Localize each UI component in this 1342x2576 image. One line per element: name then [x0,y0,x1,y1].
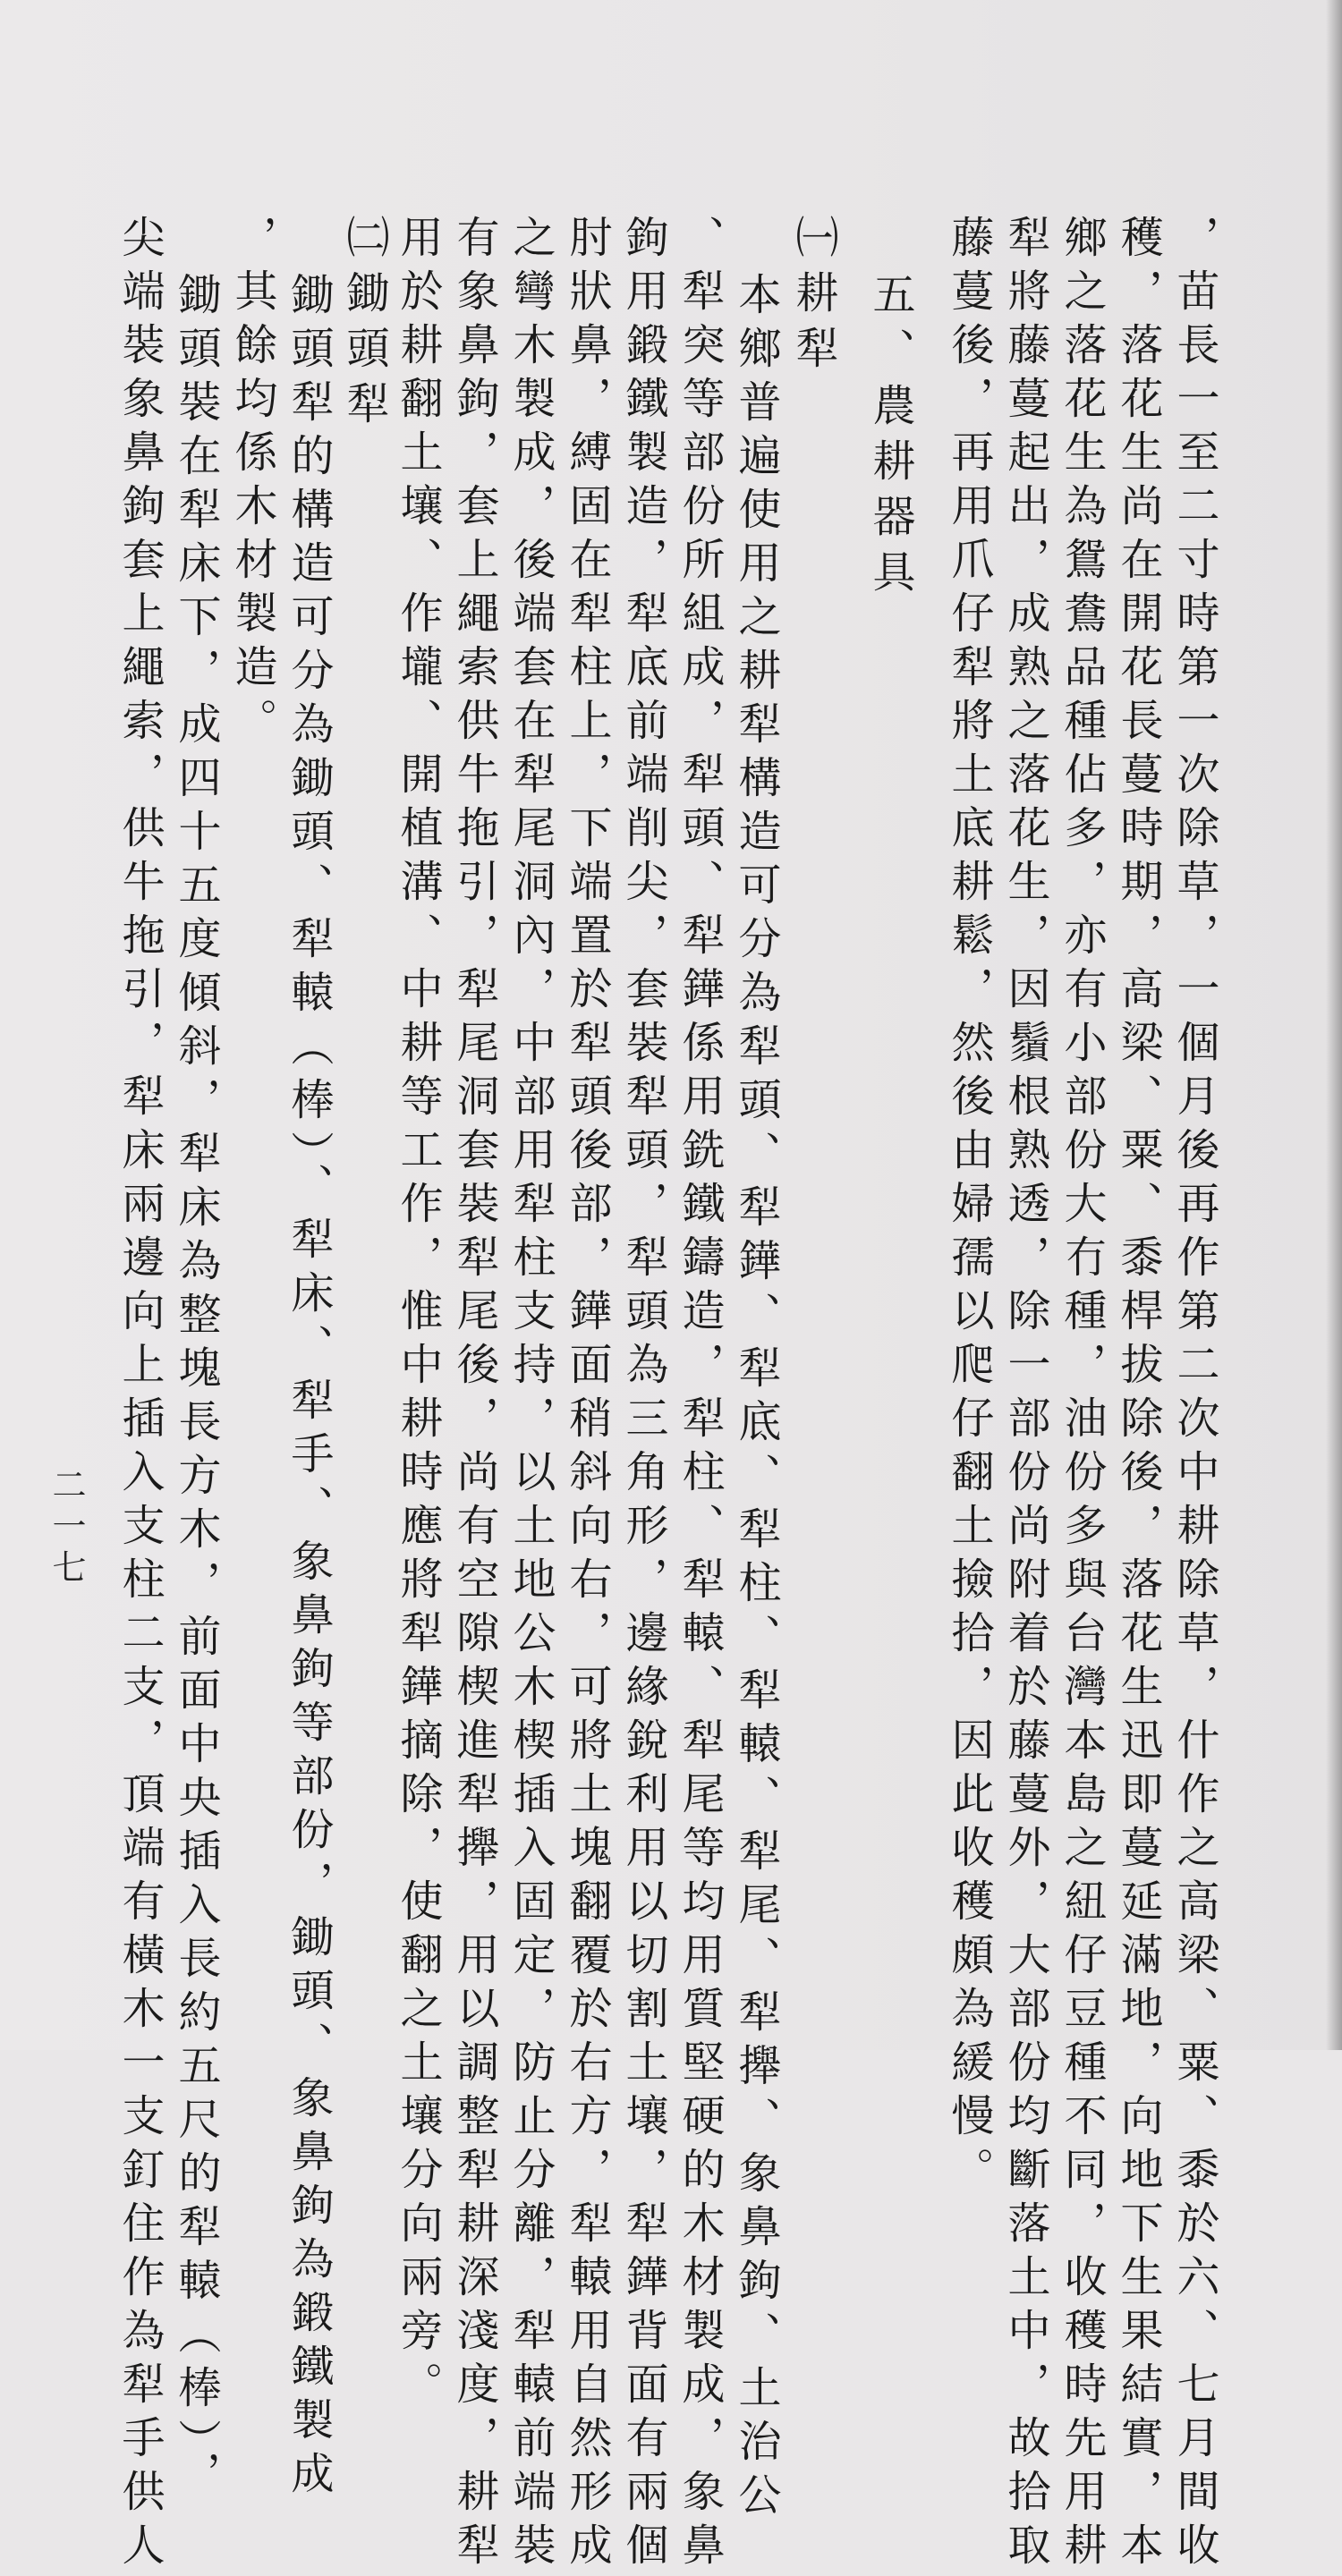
text-column-2: 穫，落花生尚在開花長蔓時期，高梁、粟、黍桿拔除後，落花生迅即蔓延滿地，向地下生果結實，本 [1113,215,1163,2576]
page-spine-shadow [1326,0,1342,2050]
text-column-4: 犁將藤蔓起出，成熟之落花生，因鬚根熟透，除一部份尚附着於藤蔓外，大部份均斷落土中，故拾取 [1000,215,1050,2576]
subsection-heading-1: ㈠耕犁 [788,215,838,381]
text-column-9: 肘狀鼻，縛固在犁柱上，下端置於犁頭後部，鏵面稍斜向右，可將土塊翻覆於右方，犁轅用自然形成 [562,215,612,2576]
text-column-13: 鋤頭犁的構造可分為鋤頭、犁轅（棒）、犁床、犁手、象鼻鉤等部份，鋤頭、象鼻鉤為鍛鐵製成 [284,272,334,2504]
text-column-14: ，其餘均係木材製造。 [227,215,277,751]
text-column-6: 本鄉普遍使用之耕犁構造可分為犁頭、犁鏵、犁底、犁柱、犁轅、犁尾、犁攑、象鼻鉤、土治公 [731,272,781,2526]
subsection-heading-2: ㈡鋤頭犁 [339,215,389,436]
text-column-15: 鋤頭裝在犁床下，成四十五度傾斜，犁床為整塊長方木，前面中央插入長約五尺的犁轅（棒）， [171,272,221,2504]
text-column-7: 、犁突等部份所組成，犁頭、犁鏵係用銑鐵鑄造，犁柱、犁轅、犁尾等均用質堅硬的木材製成，象鼻 [675,215,725,2576]
text-column-1: ，苗長一至二寸時第一次除草，一個月後再作第二次中耕除草，什作之高梁、粟、黍於六、七月間收 [1169,215,1219,2576]
text-column-5: 藤蔓後，再用爪仔犁將土底耕鬆，然後由婦孺以爬仔翻土撿拾，因此收穫頗為緩慢。 [944,215,994,2200]
page-number: 二一七 [47,1467,86,1590]
text-column-16: 尖端裝象鼻鉤套上繩索，供牛拖引，犁床兩邊向上插入支柱二支，頂端有橫木一支釘住作為犁手供人 [115,215,165,2576]
text-column-10: 之彎木製成，後端套在犁尾洞內，中部用犁柱支持，以土地公木楔插入固定，防止分離，犁轅前端裝 [505,215,556,2576]
section-heading: 五、農耕器具 [865,272,915,605]
text-column-12: 用於耕翻土壤、作壠、開植溝、中耕等工作，惟中耕時應將犁鏵摘除，使翻之土壤分向兩旁。 [393,215,443,2415]
text-column-3: 鄉之落花生為鴛鴦品種佔多，亦有小部份大冇種，油份多與台灣本島之紐仔豆種不同，收穫時先用耕 [1057,215,1107,2576]
text-column-8: 鉤用鍛鐵製造，犁底前端削尖，套裝犁頭，犁頭為三角形，邊緣銳利用以切割土壤，犁鏵背面有兩個 [618,215,668,2576]
text-column-11: 有象鼻鉤，套上繩索供牛拖引，犁尾洞套裝犁尾後，尚有空隙楔進犁攑，用以調整犁耕深淺度，耕犁 [449,215,499,2576]
